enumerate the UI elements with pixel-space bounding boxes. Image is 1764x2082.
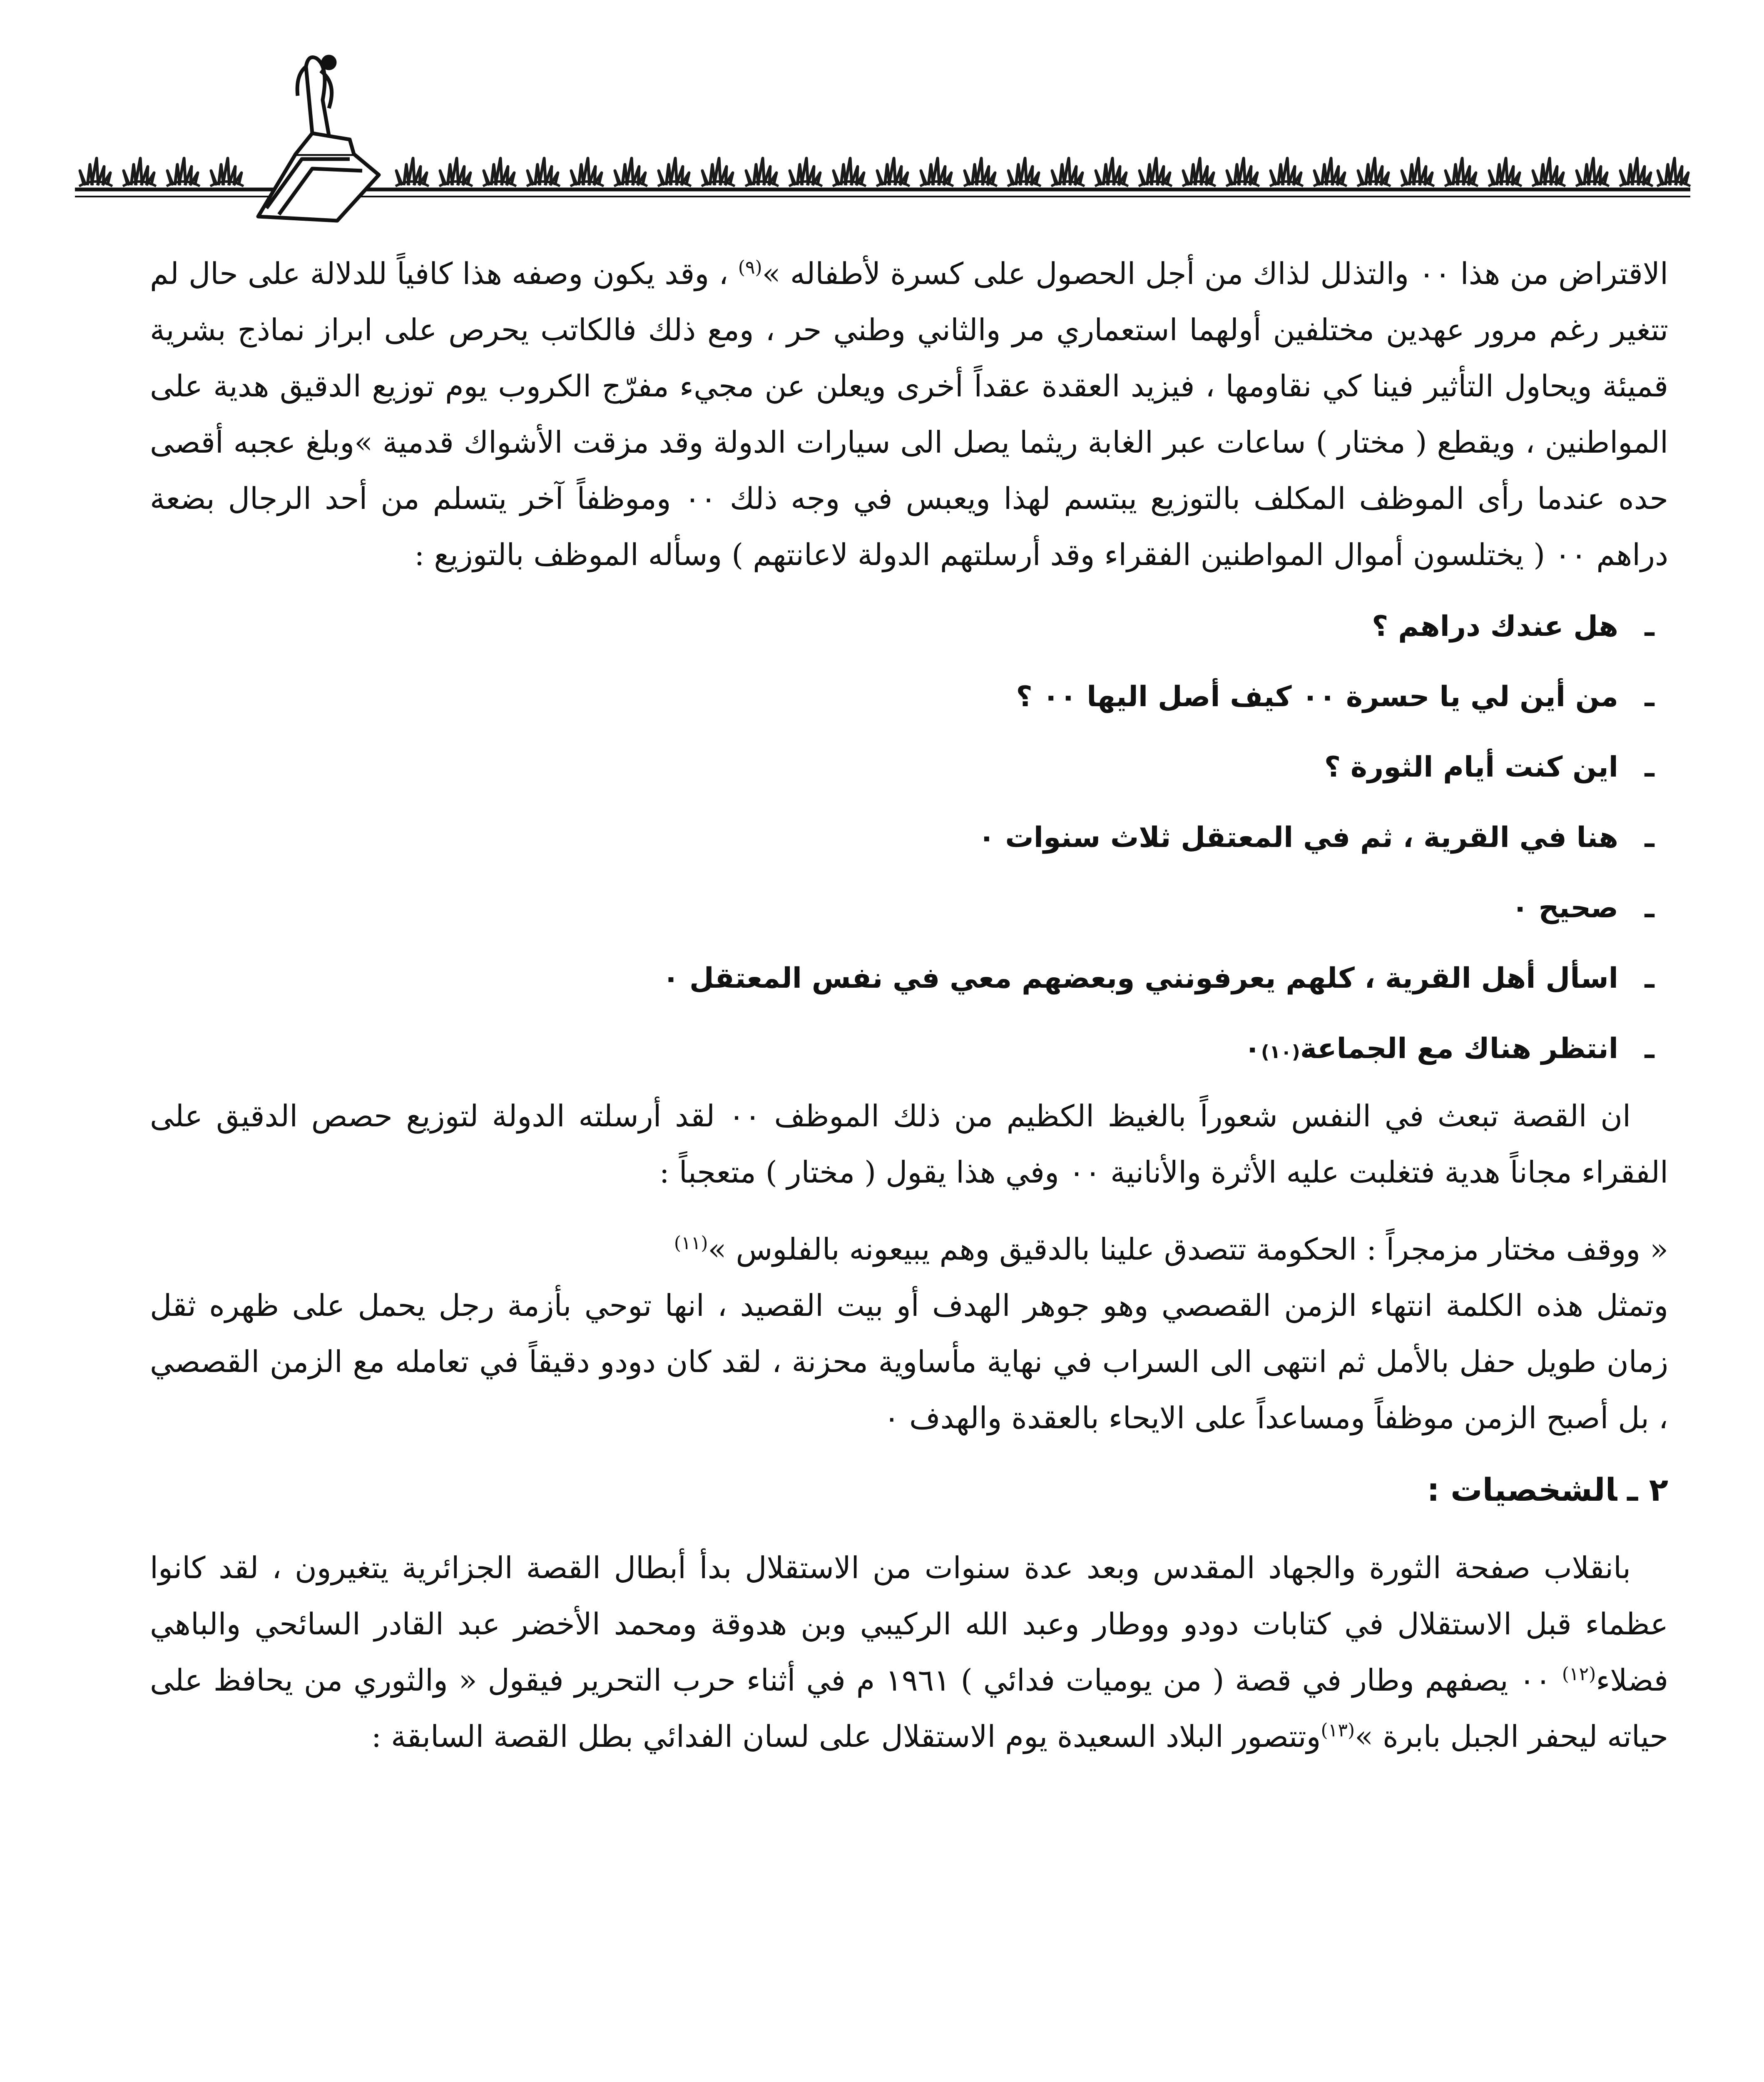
footnote-ref-9: (٩) xyxy=(738,257,762,278)
paragraph-4-text: بانقلاب صفحة الثورة والجهاد المقدس وبعد عدة سنوات من الاستقلال بدأ أبطال القصة الجزائرية يتغيرون ، لقد كانوا عظماء قبل الاستقلال في كتابات دودو ووطار وعبد الله الركيبي وبن هدوقة ومحمد الأخضر عبد القادر السائحي والباهي فضلاء xyxy=(150,1550,1669,1698)
dialogue-line-text: اسأل أهل القرية ، كلهم يعرفونني وبعضهم معي في نفس المعتقل ٠ xyxy=(662,962,1618,995)
footnote-ref-13: (١٣) xyxy=(1321,1720,1355,1741)
paragraph-3: وتمثل هذه الكلمة انتهاء الزمن القصصي وهو جوهر الهدف أو بيت القصيد ، انها توحي بأزمة رجل يحمل على ظهره ثقل زمان طويل حفل بالأمل ثم انتهى الى السراب في نهاية مأساوية محزنة ، لقد كان دودو دقيقاً في تعامله مع الزمن القصصي ، بل أصبح الزمن موظفاً ومساعداً على الايحاء بالعقدة والهدف ٠ xyxy=(150,1288,1668,1435)
page-content xyxy=(150,246,1668,1765)
paragraph-1 xyxy=(150,246,1668,583)
dialogue-dash: ـ xyxy=(1645,610,1655,643)
paragraph-2: ان القصة تبعث في النفس شعوراً بالغيظ الكظيم من ذلك الموظف ٠٠ لقد أرسلته الدولة لتوزيع حصص الدقيق على الفقراء مجاناً هدية فتغلبت عليه الأثرة والأنانية ٠٠ وفي هذا يقول ( مختار ) متعجباً : xyxy=(150,1098,1668,1190)
section-title: الشخصيات : xyxy=(1427,1471,1617,1508)
paragraph-4 xyxy=(150,1540,1668,1765)
grass-ornament-row-left xyxy=(79,158,244,186)
dialogue-line-text: صحيح ٠ xyxy=(1511,892,1618,924)
footnote-ref-12: (١٢) xyxy=(1562,1664,1596,1685)
dialogue-line xyxy=(150,662,1668,732)
dialogue-line xyxy=(150,591,1668,662)
dialogue-line-end: ٠ xyxy=(1244,1032,1261,1065)
paragraph-1-text-cont: ، وقد يكون وصفه هذا كافياً للدلالة على حال لم تتغير رغم مرور عهدين مختلفين أولهما استعماري مر والثاني وطني حر ، ومع ذلك فالكاتب يحرص على ابراز نماذج بشرية قميئة ويحاول التأثير فينا كي نقاومها ، فيزيد العقدة عقداً أخرى ويعلن عن مجيء مفرّج الكروب يوم توزيع الدقيق هدية على المواطنين ، ويقطع ( مختار ) ساعات عبر الغابة ريثما يصل الى سيارات الدولة وقد مزقت الأشواك قدمية »وبلغ عجبه أقصى حده عندما رأى الموظف المكلف بالتوزيع يبتسم لهذا ويعبس في وجه ذلك ٠٠ وموظفاً آخر يتسلم من أحد الرجال بضعة دراهم ٠٠ ( يختلسون أموال المواطنين الفقراء وقد أرسلتهم الدولة لاعانتهم ) وسأله الموظف بالتوزيع : xyxy=(150,256,1668,572)
section-number: ٢ ـ xyxy=(1627,1471,1668,1508)
dialogue-dash: ـ xyxy=(1645,962,1655,995)
paragraph-4-text-end: وتتصور البلاد السعيدة يوم الاستقلال على لسان الفدائي بطل القصة السابقة : xyxy=(371,1719,1321,1754)
dialogue-line-text: من أين لي يا حسرة ٠٠ كيف أصل اليها ٠٠ ؟ xyxy=(1016,680,1618,713)
dialogue-line-text: هل عندك دراهم ؟ xyxy=(1372,610,1618,643)
section-heading xyxy=(150,1463,1668,1517)
dialogue-dash: ـ xyxy=(1645,680,1655,713)
quote-paragraph xyxy=(150,1221,1668,1278)
grass-ornament-row xyxy=(396,158,1690,186)
header-ornament-svg xyxy=(62,50,1703,225)
paragraph-1-text: الاقتراض من هذا ٠٠ والتذلل لذاك من أجل الحصول على كسرة لأطفاله » xyxy=(762,256,1668,291)
paragraph-4-text-cont: ٠٠ يصفهم وطار في قصة ( من يوميات فدائي ) ١٩٦١ م في أثناء حرب التحرير فيقول « والثوري من يحافظ على حياته ليحفر الجبل بابرة » xyxy=(150,1663,1668,1754)
inkpot-quill-icon xyxy=(258,57,379,221)
dialogue-line xyxy=(150,732,1668,802)
dialogue-dash: ـ xyxy=(1645,821,1655,854)
dialogue-line-text: انتظر هناك مع الجماعة xyxy=(1300,1032,1618,1065)
footnote-ref-11: (١١) xyxy=(674,1233,708,1254)
quote-text: « ووقف مختار مزمجراً : الحكومة تتصدق علينا بالدقيق وهم يبيعونه بالفلوس » xyxy=(708,1232,1668,1267)
dialogue-dash: ـ xyxy=(1645,892,1655,924)
dialogue-line: ـ انتظر هناك مع الجماعة (١٠) ٠ xyxy=(150,1014,1668,1084)
dialogue-line xyxy=(150,873,1668,943)
dialogue-line-text: اين كنت أيام الثورة ؟ xyxy=(1324,751,1618,784)
dialogue-dash: ـ xyxy=(1645,751,1655,784)
header-ornament xyxy=(62,50,1703,225)
dialogue-list xyxy=(150,591,1668,1084)
dialogue-line xyxy=(150,943,1668,1014)
dialogue-line xyxy=(150,802,1668,873)
dialogue-line-text: هنا في القرية ، ثم في المعتقل ثلاث سنوات ٠ xyxy=(978,821,1618,854)
dialogue-dash: ـ xyxy=(1645,1032,1655,1065)
